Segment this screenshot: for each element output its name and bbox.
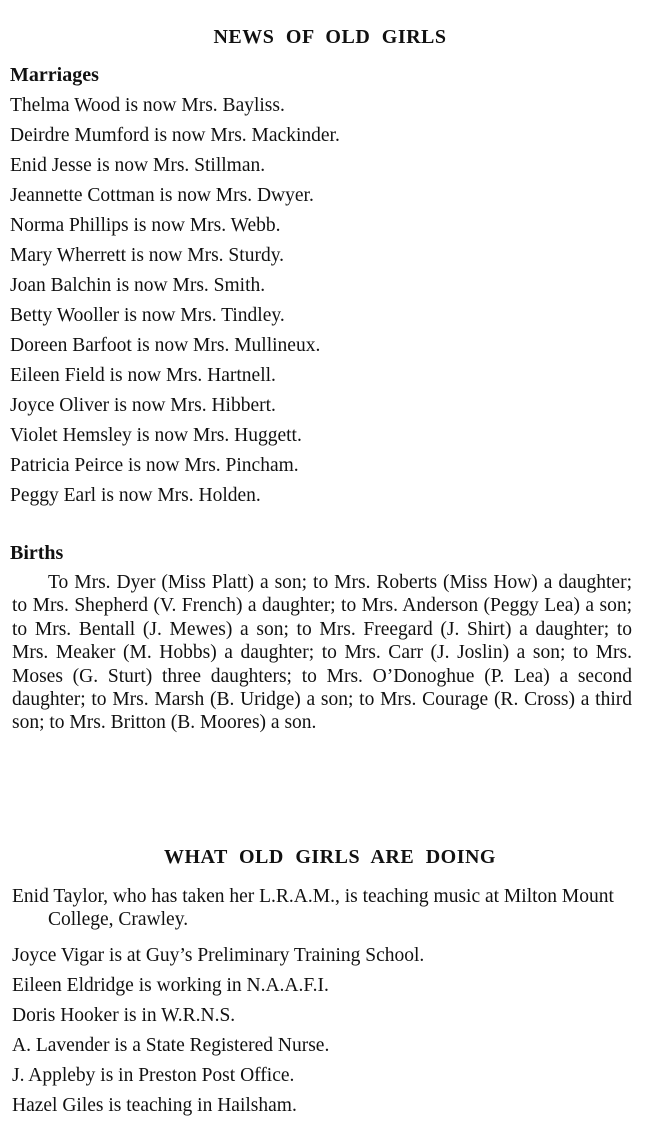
doing-entry: Hazel Giles is teaching in Hailsham. (12, 1095, 297, 1116)
births-heading: Births (10, 542, 64, 564)
doing-entry: Joyce Vigar is at Guy’s Preliminary Training School. (12, 945, 425, 966)
marriage-entry: Betty Wooller is now Mrs. Tindley. (10, 305, 285, 326)
marriage-entry: Eileen Field is now Mrs. Hartnell. (10, 365, 276, 386)
marriage-entry: Mary Wherrett is now Mrs. Sturdy. (10, 245, 285, 266)
marriage-entry: Jeannette Cottman is now Mrs. Dwyer. (10, 185, 314, 206)
doing-entry: Eileen Eldridge is working in N.A.A.F.I. (12, 975, 329, 996)
marriages-heading: Marriages (10, 64, 99, 86)
marriage-entry: Deirdre Mumford is now Mrs. Mackinder. (10, 125, 340, 146)
marriage-entry: Enid Jesse is now Mrs. Stillman. (10, 155, 266, 176)
doing-title: WHAT OLD GIRLS ARE DOING (164, 846, 496, 868)
news-title: NEWS OF OLD GIRLS (213, 26, 447, 48)
doing-entry: Doris Hooker is in W.R.N.S. (12, 1005, 236, 1026)
doing-entry: A. Lavender is a State Registered Nurse. (12, 1035, 330, 1056)
marriage-entry: Peggy Earl is now Mrs. Holden. (10, 485, 261, 506)
doing-entry: J. Appleby is in Preston Post Office. (12, 1065, 295, 1086)
marriage-entry: Violet Hemsley is now Mrs. Huggett. (10, 425, 302, 446)
marriage-entry: Joan Balchin is now Mrs. Smith. (10, 275, 266, 296)
marriage-entry: Norma Phillips is now Mrs. Webb. (10, 215, 281, 236)
marriage-entry: Joyce Oliver is now Mrs. Hibbert. (10, 395, 276, 416)
marriage-entry: Patricia Peirce is now Mrs. Pincham. (10, 455, 299, 476)
marriage-entry: Doreen Barfoot is now Mrs. Mullineux. (10, 335, 321, 356)
marriage-entry: Thelma Wood is now Mrs. Bayliss. (10, 95, 285, 116)
doing-entry: Enid Taylor, who has taken her L.R.A.M., is teaching music at Milton Mount College, Crawley. (12, 886, 614, 930)
births-paragraph: To Mrs. Dyer (Miss Platt) a son; to Mrs. Roberts (Miss How) a daughter; to Mrs. Shepherd (V. French) a daughter; to Mrs. Anderson (Peggy Lea) a son; to Mrs. Bentall (J. Mewes) a son; to Mrs. Freegard (J. Shirt) a daughter; to Mrs. Meaker (M. Hobbs) a daughter; to Mrs. Carr (J. Joslin) a son; to Mrs. Moses (G. Sturt) three daughters; to Mrs. O’Donoghue (P. Lea) a second daughter; to Mrs. Marsh (B. Uridge) a son; to Mrs. Courage (R. Cross) a third son; to Mrs. Britton (B. Moores) a son. (12, 572, 632, 734)
